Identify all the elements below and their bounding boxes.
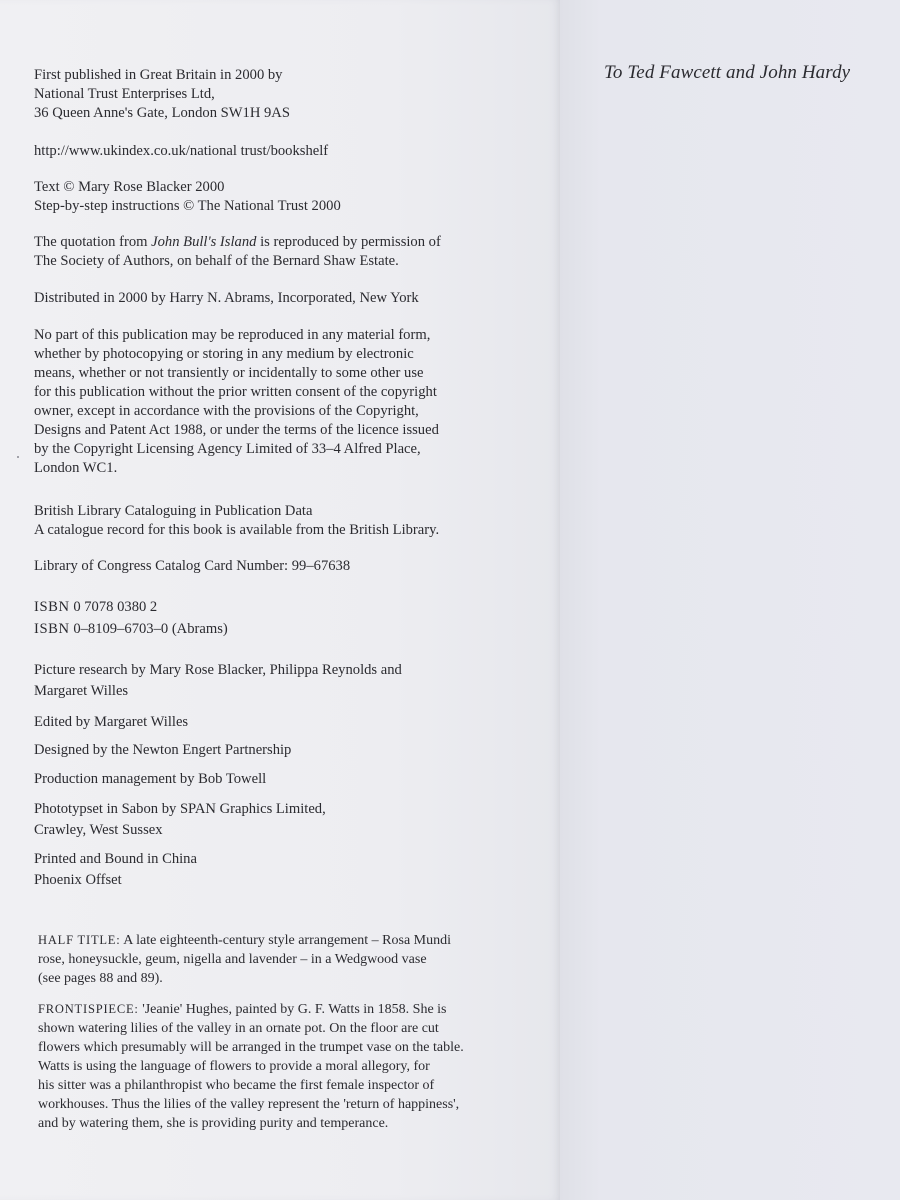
frontispiece-line: Watts is using the language of flowers to provide a moral allegory, for [38,1059,430,1074]
designed-text: Designed by the Newton Engert Partnership [34,742,292,758]
rights-line: Designs and Patent Act 1988, or under the terms of the licence issued [34,422,439,438]
british-library-line: British Library Cataloguing in Publication Data [34,503,313,519]
publication-block [34,66,290,123]
frontispiece-line: his sitter was a philanthropist who became the first female inspector of [38,1078,435,1093]
copyright-block [34,178,341,216]
phototypeset-line: Crawley, West Sussex [34,822,163,838]
british-library-block [34,502,439,540]
half-title-line-1 [38,931,451,950]
picture-research-line: Picture research by Mary Rose Blacker, Philippa Reynolds and [34,662,402,678]
frontispiece-label: FRONTISPIECE: [38,1002,139,1016]
publication-line: 36 Queen Anne's Gate, London SW1H 9AS [34,105,290,121]
half-title-text: A late eighteenth-century style arrangement – Rosa Mundi [120,933,451,948]
frontispiece-line-1 [38,1000,464,1019]
quotation-line-1 [34,233,441,252]
printed-line: Phoenix Offset [34,872,122,888]
picture-research-block [34,660,402,702]
british-library-line: A catalogue record for this book is available from the British Library. [34,522,440,538]
edited-text: Edited by Margaret Willes [34,714,189,730]
frontispiece-line: and by watering them, she is providing purity and temperance. [38,1116,389,1131]
dedication: To Ted Fawcett and John Hardy [604,62,851,83]
printed-block [34,849,197,891]
half-title-caption [38,931,451,988]
website-url [34,142,328,161]
paper-speck [17,456,19,458]
frontispiece-text: 'Jeanie' Hughes, painted by G. F. Watts in 1858. She is [138,1002,447,1017]
rights-line: whether by photocopying or storing in any medium by electronic [34,346,414,362]
quotation-line-2: The Society of Authors, on behalf of the Bernard Shaw Estate. [34,253,399,269]
frontispiece-line: workhouses. Thus the lilies of the valley represent the 'return of happiness', [38,1097,460,1112]
quotation-title: John Bull's Island [151,234,257,250]
loc-text: Library of Congress Catalog Card Number: 99–67638 [34,558,351,574]
production-text: Production management by Bob Towell [34,771,267,787]
rights-line: No part of this publication may be reproduced in any material form, [34,327,431,343]
distribution-text: Distributed in 2000 by Harry N. Abrams, Incorporated, New York [34,290,419,306]
quotation-suffix: is reproduced by permission of [256,234,441,250]
rights-line: by the Copyright Licensing Agency Limited of 33–4 Alfred Place, [34,441,421,457]
isbn-label: ISBN [34,621,70,637]
isbn-label: ISBN [34,599,70,615]
isbn-value: 0 7078 0380 2 [73,599,158,615]
frontispiece-caption [38,1000,464,1133]
quotation-block [34,233,441,271]
rights-line: London WC1. [34,460,118,476]
edited-by [34,713,188,732]
production-management [34,770,266,789]
rights-line: means, whether or not transiently or incidentally to some other use [34,365,424,381]
publication-line: First published in Great Britain in 2000 by [34,67,283,83]
distribution-block [34,289,419,308]
loc-block [34,557,350,576]
designed-by [34,741,291,760]
rights-line: for this publication without the prior written consent of the copyright [34,384,437,400]
right-page [560,0,900,1200]
half-title-line: rose, honeysuckle, geum, nigella and lavender – in a Wedgwood vase [38,952,427,967]
picture-research-line: Margaret Willes [34,683,129,699]
half-title-line: (see pages 88 and 89). [38,971,163,986]
copyright-instructions: Step-by-step instructions © The National Trust 2000 [34,198,341,214]
quotation-prefix: The quotation from [34,234,152,250]
phototypeset-line: Phototypset in Sabon by SPAN Graphics Limited, [34,801,326,817]
phototypeset-block [34,799,326,841]
frontispiece-line: flowers which presumably will be arranged in the trumpet vase on the table. [38,1040,464,1055]
isbn-line-1 [34,596,228,618]
url-text: http://www.ukindex.co.uk/national trust/bookshelf [34,143,329,159]
rights-line: owner, except in accordance with the provisions of the Copyright, [34,403,419,419]
half-title-label: HALF TITLE: [38,933,121,947]
rights-block [34,326,439,478]
isbn-block [34,596,228,640]
printed-line: Printed and Bound in China [34,851,197,867]
isbn-line-2 [34,618,228,640]
isbn-value: 0–8109–6703–0 (Abrams) [73,621,228,637]
copyright-text: Text © Mary Rose Blacker 2000 [34,179,225,195]
frontispiece-line: shown watering lilies of the valley in an ornate pot. On the floor are cut [38,1021,439,1036]
publication-line: National Trust Enterprises Ltd, [34,86,215,102]
